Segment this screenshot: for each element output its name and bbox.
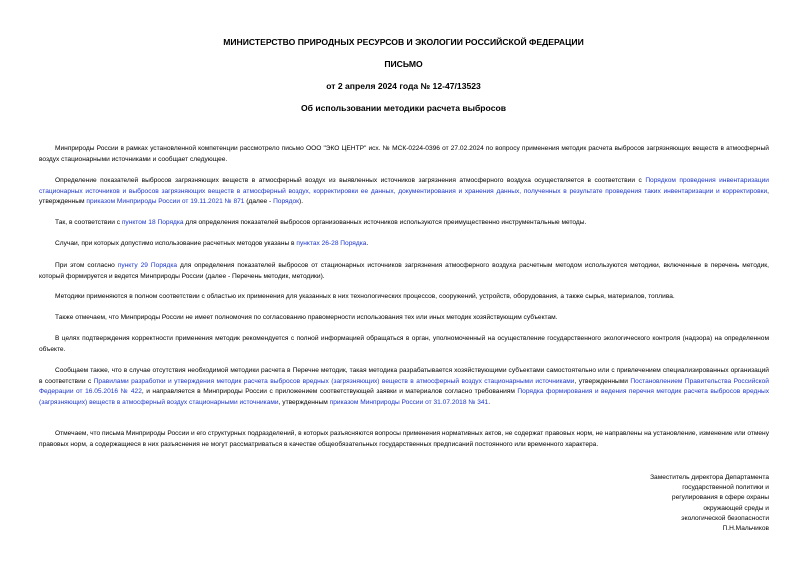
paragraph-5-text: При этом согласно (55, 262, 118, 269)
document-date-number: от 2 апреля 2024 года № 12-47/13523 (326, 81, 481, 91)
link-resolution-422[interactable]: Постановлением Правительства Российской Федерации от 16.05.2016 № 422 (39, 377, 769, 395)
paragraph-7-text: Также отмечаем, что Минприроды России не имеет полномочия по согласованию правомерности использования тех или иных методик хозяйствующим субъектам. (55, 314, 558, 321)
link-order-871[interactable]: приказом Минприроды России от 19.11.2021 № 871 (86, 198, 245, 205)
paragraph-3 (39, 218, 769, 229)
paragraph-3-text: для определения показателей выбросов организованных источников используются преимущественно инструментальные методы. (183, 219, 587, 226)
paragraph-1-text: Минприроды России в рамках установленной компетенции рассмотрело письмо ООО "ЭКО ЦЕНТР" исх. № МСК-0224-0396 от 27.02.2024 по вопросу применения методик расчета выбросов загрязняющих веществ в атмосферный воздух стационарными источниками и сообщает следующее. (39, 145, 769, 163)
document-subject: Об использовании методики расчета выбросов (300, 103, 507, 113)
document-type: ПИСЬМО (384, 59, 423, 69)
ministry-title: МИНИСТЕРСТВО ПРИРОДНЫХ РЕСУРСОВ И ЭКОЛОГИИ РОССИЙСКОЙ ФЕДЕРАЦИИ (223, 37, 584, 47)
paragraph-9-text: , утвержденными (574, 377, 631, 385)
paragraph-8 (39, 334, 769, 355)
paragraph-9-text: Сообщаем также, что в случае отсутствия необходимой методики расчета в Перечне методик, такая методика разрабатывается хозяйствующими субъектами самостоятельно или с привлечением специализированных организаций в соответствии с (39, 367, 769, 385)
link-items-26-28[interactable]: пунктах 26-28 Порядка (296, 240, 367, 247)
signature-line: регулирования в сфере охраны (671, 494, 769, 502)
signatory-name: П.Н.Мальчиков (722, 525, 769, 533)
link-list-procedure[interactable]: Порядка формирования и ведения перечня методик расчета выбросов вредных (загрязняющих) веществ в атмосферный воздух стационарными источниками (39, 388, 769, 406)
paragraph-3-text: Так, в соответствии с (55, 219, 122, 226)
paragraph-6 (39, 292, 769, 303)
signature-line: Заместитель директора Департамента (650, 474, 769, 481)
paragraph-9-text: . (488, 398, 491, 406)
paragraph-6-text: Методики применяются в полном соответствии с областью их применения для указанных в них технологических процессов, сооружений, устройств, оборудования, а также сырья, материалов, топлива. (55, 293, 675, 300)
link-item-29[interactable]: пункту 29 Порядка (117, 262, 178, 269)
link-inventory-procedure[interactable]: Порядком проведения инвентаризации стационарных источников и выбросов загрязняющих веществ в атмосферный воздух, корректировки ее данных, документирования и хранения данных, полученных в результате проведения таких инвентаризации и корректировки (39, 177, 769, 195)
link-order-341[interactable]: приказом Минприроды России от 31.07.2018 № 341 (329, 398, 489, 406)
paragraph-4-text: Случаи, при которых допустимо использование расчетных методов указаны в (55, 240, 297, 247)
paragraph-9-text: , и направляется в Минприроды России с приложением соответствующей заявки и материалов согласно требованиям (141, 388, 518, 395)
paragraph-4 (39, 239, 769, 250)
signature-line: государственной политики и (682, 484, 769, 492)
paragraph-5-text: для определения показателей выбросов от стационарных источников загрязнения атмосферного воздуха расчетным методом используются методики, включенные в перечень методик, который формируется и ведется Минприроды России (далее - Перечень методик, методики). (39, 262, 769, 280)
paragraph-9-text: , утвержденным (278, 398, 330, 406)
link-item-18[interactable]: пунктом 18 Порядка (121, 219, 184, 226)
link-procedure[interactable]: Порядок (273, 198, 300, 205)
signature-line: экологической безопасности (681, 514, 769, 522)
paragraph-10-text: Отмечаем, что письма Минприроды России и его структурных подразделений, в которых разъясняются вопросы применения нормативных актов, не содержат правовых норм, не направлены на установление, изменение или отмену правовых норм, а содержащиеся в них разъяснения не могут рассматриваться в качестве общеобязательных государственных предписаний постоянного или временного характера. (39, 430, 769, 448)
paragraph-9 (39, 366, 769, 408)
paragraph-2-text: ). (299, 198, 304, 205)
paragraph-2-text: (далее - (244, 198, 274, 205)
paragraph-2 (39, 176, 769, 208)
paragraph-1 (39, 144, 769, 165)
paragraph-2-text: , утвержденным (39, 187, 769, 205)
paragraph-4-text: . (366, 240, 369, 247)
signature-block (569, 473, 769, 534)
paragraph-2-text: Определение показателей выбросов загрязняющих веществ в атмосферный воздух из выявленных источников загрязнения атмосферного воздуха осуществляется в соответствии с (55, 177, 646, 184)
paragraph-5 (39, 261, 769, 282)
link-development-rules[interactable]: Правилами разработки и утверждения методик расчета выбросов вредных (загрязняющих) веществ в атмосферный воздух стационарными источниками (93, 377, 575, 385)
paragraph-10 (39, 429, 769, 450)
paragraph-8-text: В целях подтверждения корректности применения методик рекомендуется с полной информацией обращаться в орган, уполномоченный на осуществление государственного экологического контроля (надзора) на определенном объекте. (39, 335, 769, 353)
paragraph-7 (39, 313, 769, 324)
signature-line: окружающей среды и (703, 504, 769, 512)
